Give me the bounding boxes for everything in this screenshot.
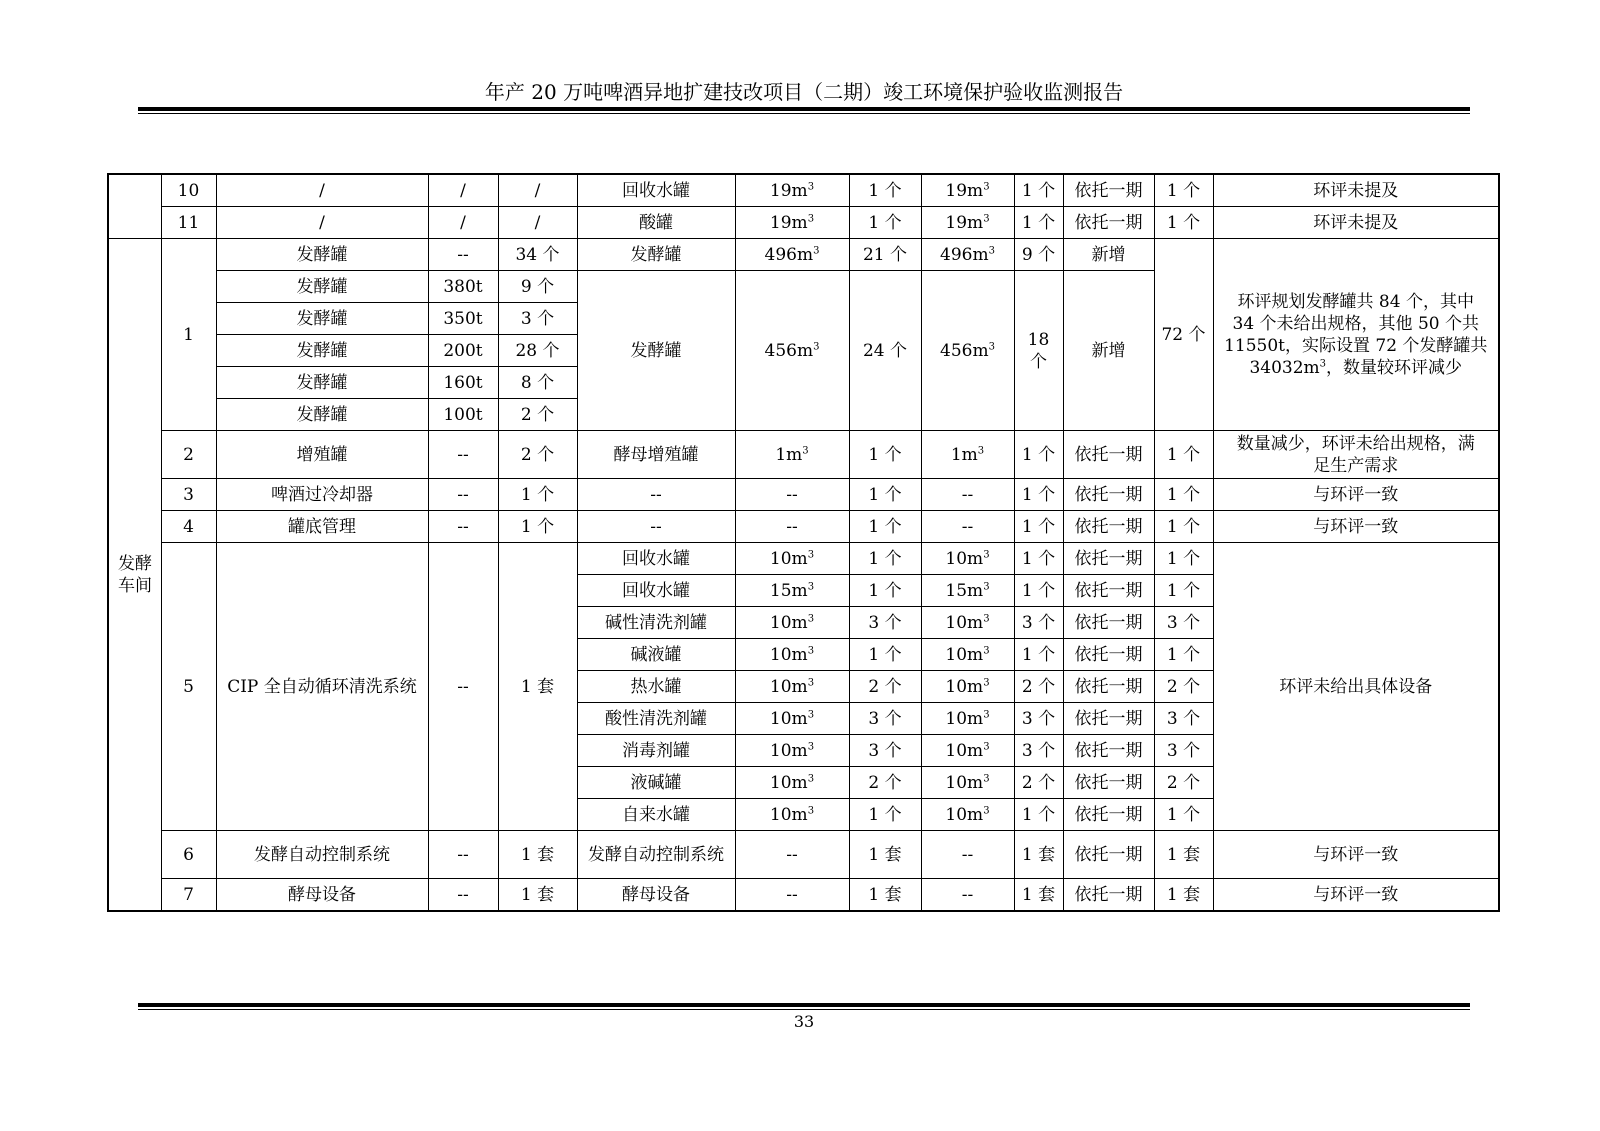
note: 与环评一致 [1213, 879, 1499, 912]
status: 依托一期 [1063, 607, 1154, 639]
phase2-spec: $456m^3$ [921, 271, 1014, 431]
table-row [108, 879, 1499, 912]
phase2-qty: 1 个 [1014, 431, 1063, 479]
total: 1 个 [1154, 511, 1213, 543]
actual-spec: -- [735, 879, 849, 912]
row-number: 7 [161, 879, 216, 912]
status: 依托一期 [1063, 671, 1154, 703]
status: 依托一期 [1063, 511, 1154, 543]
workshop-label: 发酵车间 [108, 239, 161, 912]
actual-qty: 2 个 [849, 767, 921, 799]
header-rule-thin [138, 113, 1470, 114]
ea-qty: 28 个 [498, 335, 577, 367]
actual-name: 发酵自动控制系统 [577, 831, 735, 879]
row-number: 2 [161, 431, 216, 479]
ea-qty: 1 个 [498, 479, 577, 511]
actual-spec: $10m^3$ [735, 703, 849, 735]
total: 2 个 [1154, 671, 1213, 703]
ea-name: 酵母设备 [216, 879, 428, 912]
actual-qty: 2 个 [849, 671, 921, 703]
ea-name: 发酵罐 [216, 399, 428, 431]
phase2-qty: 18 个 [1014, 271, 1063, 431]
status: 新增 [1063, 271, 1154, 431]
table-row [108, 543, 1499, 575]
actual-spec: $10m^3$ [735, 671, 849, 703]
actual-name: 自来水罐 [577, 799, 735, 831]
ea-qty: 1 个 [498, 511, 577, 543]
ea-spec: 100t [428, 399, 498, 431]
status: 依托一期 [1063, 799, 1154, 831]
ea-spec: -- [428, 543, 498, 831]
status: 依托一期 [1063, 174, 1154, 207]
note: 与环评一致 [1213, 479, 1499, 511]
phase2-qty: 1 个 [1014, 799, 1063, 831]
table-row [108, 479, 1499, 511]
ea-name: 发酵罐 [216, 303, 428, 335]
actual-spec: $10m^3$ [735, 639, 849, 671]
actual-spec: $10m^3$ [735, 735, 849, 767]
actual-qty: 21 个 [849, 239, 921, 271]
page-title: 年产 20 万吨啤酒异地扩建技改项目（二期）竣工环境保护验收监测报告 [484, 80, 1124, 104]
actual-name: 液碱罐 [577, 767, 735, 799]
phase2-qty: 3 个 [1014, 607, 1063, 639]
ea-qty: / [498, 174, 577, 207]
total: 1 个 [1154, 207, 1213, 239]
actual-name: -- [577, 511, 735, 543]
table-row [108, 174, 1499, 207]
status: 依托一期 [1063, 431, 1154, 479]
total: 1 个 [1154, 799, 1213, 831]
note: 环评未提及 [1213, 174, 1499, 207]
ea-qty: 1 套 [498, 879, 577, 912]
phase2-spec: $1m^3$ [921, 431, 1014, 479]
total: 1 个 [1154, 639, 1213, 671]
ea-name: 发酵罐 [216, 239, 428, 271]
phase2-spec: $19m^3$ [921, 174, 1014, 207]
actual-qty: 3 个 [849, 703, 921, 735]
note: 与环评一致 [1213, 831, 1499, 879]
actual-name: 酸性清洗剂罐 [577, 703, 735, 735]
equipment-table [107, 173, 1500, 912]
phase2-qty: 1 套 [1014, 831, 1063, 879]
actual-qty: 1 个 [849, 543, 921, 575]
actual-qty: 1 套 [849, 879, 921, 912]
phase2-spec: -- [921, 879, 1014, 912]
phase2-spec: $15m^3$ [921, 575, 1014, 607]
actual-name: 发酵罐 [577, 239, 735, 271]
table-row [108, 239, 1499, 271]
actual-qty: 3 个 [849, 607, 921, 639]
actual-qty: 24 个 [849, 271, 921, 431]
phase2-qty: 1 个 [1014, 207, 1063, 239]
page-number: 33 [793, 1012, 815, 1031]
total: 1 个 [1154, 174, 1213, 207]
table-row [108, 431, 1499, 479]
phase2-qty: 1 个 [1014, 174, 1063, 207]
actual-qty: 1 个 [849, 639, 921, 671]
note: 环评未提及 [1213, 207, 1499, 239]
phase2-qty: 3 个 [1014, 735, 1063, 767]
actual-spec: $10m^3$ [735, 607, 849, 639]
ea-name: / [216, 174, 428, 207]
actual-qty: 1 个 [849, 575, 921, 607]
phase2-spec: $10m^3$ [921, 703, 1014, 735]
status: 依托一期 [1063, 879, 1154, 912]
actual-qty: 1 个 [849, 479, 921, 511]
total: 3 个 [1154, 703, 1213, 735]
phase2-spec: $10m^3$ [921, 767, 1014, 799]
ea-qty: 2 个 [498, 399, 577, 431]
actual-qty: 1 个 [849, 207, 921, 239]
status: 依托一期 [1063, 767, 1154, 799]
note: 数量减少，环评未给出规格，满 足生产需求 [1213, 431, 1499, 479]
footer-rule-thin [138, 1009, 1470, 1010]
status: 新增 [1063, 239, 1154, 271]
actual-spec: $10m^3$ [735, 799, 849, 831]
table-row [108, 511, 1499, 543]
phase2-spec: $10m^3$ [921, 799, 1014, 831]
ea-spec: 350t [428, 303, 498, 335]
phase2-spec: $10m^3$ [921, 735, 1014, 767]
row-number: 5 [161, 543, 216, 831]
actual-name: 碱液罐 [577, 639, 735, 671]
actual-spec: $15m^3$ [735, 575, 849, 607]
actual-spec: -- [735, 831, 849, 879]
phase2-qty: 1 个 [1014, 511, 1063, 543]
ea-spec: / [428, 207, 498, 239]
ea-name: / [216, 207, 428, 239]
ea-spec: 160t [428, 367, 498, 399]
header-rule [138, 107, 1470, 111]
ea-spec: -- [428, 511, 498, 543]
footer-rule [138, 1003, 1470, 1007]
total: 1 个 [1154, 543, 1213, 575]
ea-spec: -- [428, 831, 498, 879]
phase2-qty: 1 个 [1014, 479, 1063, 511]
total: 1 个 [1154, 479, 1213, 511]
ea-spec: / [428, 174, 498, 207]
actual-name: 热水罐 [577, 671, 735, 703]
row-number: 3 [161, 479, 216, 511]
ea-qty: 34 个 [498, 239, 577, 271]
phase2-spec: -- [921, 831, 1014, 879]
ea-qty: 9 个 [498, 271, 577, 303]
ea-qty: 3 个 [498, 303, 577, 335]
actual-qty: 1 个 [849, 431, 921, 479]
table-row [108, 831, 1499, 879]
status: 依托一期 [1063, 479, 1154, 511]
phase2-qty: 1 套 [1014, 879, 1063, 912]
total: 3 个 [1154, 607, 1213, 639]
phase2-spec: $19m^3$ [921, 207, 1014, 239]
status: 依托一期 [1063, 735, 1154, 767]
actual-name: 发酵罐 [577, 271, 735, 431]
phase2-qty: 3 个 [1014, 703, 1063, 735]
actual-spec: $496m^3$ [735, 239, 849, 271]
actual-name: 回收水罐 [577, 575, 735, 607]
status: 依托一期 [1063, 831, 1154, 879]
ea-name: 发酵罐 [216, 335, 428, 367]
total: 72 个 [1154, 239, 1213, 431]
ea-qty: 1 套 [498, 831, 577, 879]
phase2-qty: 2 个 [1014, 767, 1063, 799]
phase2-spec: $10m^3$ [921, 671, 1014, 703]
status: 依托一期 [1063, 543, 1154, 575]
status: 依托一期 [1063, 207, 1154, 239]
note: 环评未给出具体设备 [1213, 543, 1499, 831]
actual-name: 消毒剂罐 [577, 735, 735, 767]
phase2-qty: 1 个 [1014, 575, 1063, 607]
ea-name: 啤酒过冷却器 [216, 479, 428, 511]
actual-qty: 1 套 [849, 831, 921, 879]
status: 依托一期 [1063, 575, 1154, 607]
actual-qty: 3 个 [849, 735, 921, 767]
phase2-spec: $10m^3$ [921, 607, 1014, 639]
ea-spec: -- [428, 431, 498, 479]
actual-spec: $456m^3$ [735, 271, 849, 431]
table-row [108, 207, 1499, 239]
status: 依托一期 [1063, 639, 1154, 671]
blank-category-cell [108, 174, 161, 239]
row-number: 4 [161, 511, 216, 543]
ea-name: 发酵自动控制系统 [216, 831, 428, 879]
ea-name: 发酵罐 [216, 367, 428, 399]
actual-spec: $19m^3$ [735, 174, 849, 207]
ea-spec: 200t [428, 335, 498, 367]
ea-name: 发酵罐 [216, 271, 428, 303]
phase2-spec: $496m^3$ [921, 239, 1014, 271]
row-number: 6 [161, 831, 216, 879]
row-number: 1 [161, 239, 216, 431]
ea-qty: 1 套 [498, 543, 577, 831]
ea-qty: 2 个 [498, 431, 577, 479]
actual-name: -- [577, 479, 735, 511]
note: 与环评一致 [1213, 511, 1499, 543]
actual-spec: -- [735, 511, 849, 543]
phase2-qty: 1 个 [1014, 639, 1063, 671]
phase2-spec: $10m^3$ [921, 543, 1014, 575]
ea-qty: / [498, 207, 577, 239]
actual-name: 酸罐 [577, 207, 735, 239]
total: 3 个 [1154, 735, 1213, 767]
ea-name: 罐底管理 [216, 511, 428, 543]
ea-spec: -- [428, 879, 498, 912]
row-number: 11 [161, 207, 216, 239]
total: 1 套 [1154, 879, 1213, 912]
total: 1 个 [1154, 575, 1213, 607]
actual-name: 回收水罐 [577, 543, 735, 575]
actual-name: 碱性清洗剂罐 [577, 607, 735, 639]
phase2-spec: -- [921, 511, 1014, 543]
phase2-qty: 2 个 [1014, 671, 1063, 703]
actual-spec: $10m^3$ [735, 767, 849, 799]
total: 2 个 [1154, 767, 1213, 799]
ea-name: CIP 全自动循环清洗系统 [216, 543, 428, 831]
ea-spec: -- [428, 239, 498, 271]
phase2-qty: 9 个 [1014, 239, 1063, 271]
actual-qty: 1 个 [849, 174, 921, 207]
phase2-qty: 1 个 [1014, 543, 1063, 575]
row-number: 10 [161, 174, 216, 207]
phase2-spec: -- [921, 479, 1014, 511]
actual-qty: 1 个 [849, 511, 921, 543]
actual-name: 回收水罐 [577, 174, 735, 207]
ea-spec: 380t [428, 271, 498, 303]
actual-name: 酵母设备 [577, 879, 735, 912]
status: 依托一期 [1063, 703, 1154, 735]
actual-spec: $19m^3$ [735, 207, 849, 239]
ea-name: 增殖罐 [216, 431, 428, 479]
actual-spec: -- [735, 479, 849, 511]
total: 1 套 [1154, 831, 1213, 879]
ea-spec: -- [428, 479, 498, 511]
phase2-spec: $10m^3$ [921, 639, 1014, 671]
note: 环评规划发酵罐共 84 个，其中 34 个未给出规格，其他 50 个共 11550t，实际设置 72 个发酵罐共 $34032m^3$，数量较环评减少 [1213, 239, 1499, 431]
total: 1 个 [1154, 431, 1213, 479]
actual-qty: 1 个 [849, 799, 921, 831]
ea-qty: 8 个 [498, 367, 577, 399]
actual-spec: $1m^3$ [735, 431, 849, 479]
actual-name: 酵母增殖罐 [577, 431, 735, 479]
actual-spec: $10m^3$ [735, 543, 849, 575]
